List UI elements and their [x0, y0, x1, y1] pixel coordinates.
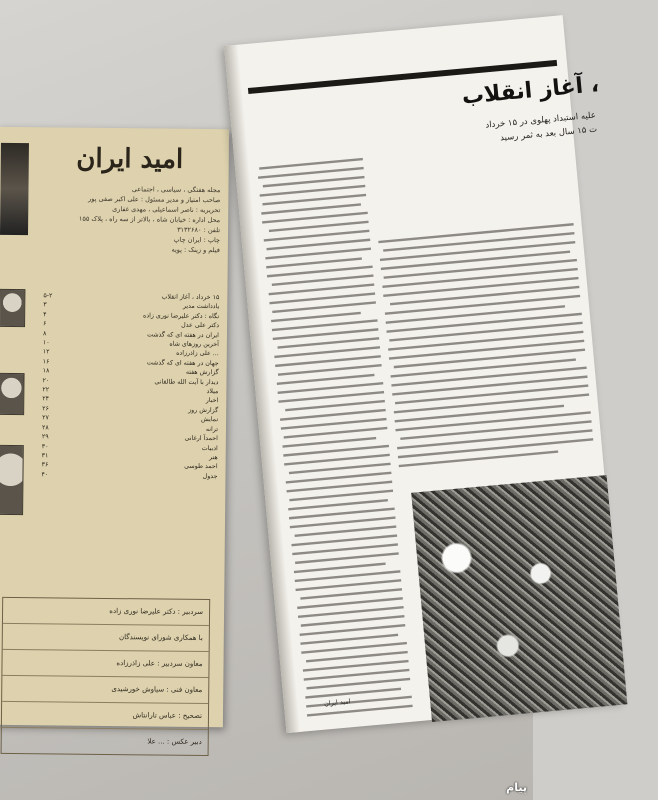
toc-page: ۲۲ [42, 386, 50, 394]
toc-page: ۲۸ [41, 423, 49, 432]
toc-row [39, 470, 217, 481]
watermark-logo: پیام [506, 781, 527, 794]
text-column [371, 143, 600, 490]
staff-row: سردبیر : دکتر علیرضا نوری زاده [3, 598, 209, 626]
toc-title: احمدآ ارغانی [184, 434, 218, 443]
toc-title: اخبار [205, 397, 219, 405]
toc-title: ترانه [205, 425, 219, 433]
portrait-image [0, 373, 25, 415]
staff-row: با همکاری شورای نویسندگان [3, 624, 209, 652]
toc-page: ۳ [43, 301, 47, 309]
subtitle-line: محل اداره : خیابان شاه ، بالاتر از سه راه ، پلاک ۱۵۵ [78, 214, 221, 225]
toc-title: جهان در هفته ای که گذشت [146, 359, 219, 367]
article-headline: ، آغاز انقلاب [460, 72, 601, 110]
toc-page: ۳۶ [41, 461, 49, 469]
staff-row: معاون سردبیر : علی زاذرزاده [2, 650, 208, 678]
toc-title: ادبیات [201, 444, 218, 452]
toc-page: ۱۲ [42, 348, 50, 356]
toc-title: گزارش روز [188, 406, 219, 415]
toc-page: ۵-۲ [43, 292, 53, 300]
toc-title: دکتر علی عدل [181, 321, 220, 330]
toc-page: ۲۹ [41, 433, 49, 441]
toc-page: ۳۱ [41, 452, 49, 460]
text-lines-texture [371, 143, 600, 490]
staff-row: تصحیح : عباس تارانتاش [2, 702, 208, 730]
subhead-line: علیه استبداد پهلوی در ۱۵ خرداد [485, 110, 597, 131]
table-of-contents [39, 291, 219, 481]
toc-page: ۴۰ [41, 471, 49, 479]
toc-page: ۲۶ [42, 405, 49, 413]
toc-page: ۶ [43, 320, 47, 328]
toc-title: ایران در هفته ای که گذشت [147, 331, 220, 339]
toc-page: ۲۰ [42, 376, 50, 385]
toc-page: ۱۰ [42, 339, 50, 347]
print-info-line: فیلم و زینک : پویه [171, 245, 220, 255]
toc-title: ... علی زاذرزاده [176, 350, 219, 358]
toc-page: ۱۸ [42, 367, 50, 375]
cover-thumbnail-image [0, 143, 29, 235]
subtitle-line: صاحب امتیاز و مدیر مسئول : علی اکبر صفی پور [88, 194, 221, 205]
toc-page: ۲۴ [42, 395, 50, 403]
toc-title: یادداشت مدیر [182, 303, 220, 311]
toc-title: ۱۵ خرداد ، آغاز انقلاب [161, 293, 220, 302]
toc-title: نگاه : دکتر علیرضا نوری زاده [143, 312, 220, 320]
toc-title: میلاد [206, 388, 219, 396]
portrait-image [0, 445, 24, 515]
toc-page: ۴ [43, 311, 47, 319]
toc-title: گزارش هفته [185, 369, 219, 377]
print-info-line: چاپ : ایران چاپ [173, 235, 221, 245]
toc-title: هنر [208, 453, 218, 462]
toc-page: ۲۷ [42, 414, 49, 422]
crowd-photograph [411, 475, 627, 722]
toc-page: ۸ [42, 329, 47, 337]
magazine-title: امید ایران [76, 143, 184, 175]
subhead-line: ت ۱۵ سال بعد به ثمر رسید [499, 124, 598, 144]
toc-title: نمایش [200, 416, 219, 424]
toc-title: احمد طوسی [184, 463, 218, 471]
staff-row: دبیر عکس : ... علا [147, 737, 202, 746]
staff-box [1, 597, 211, 756]
toc-title: دیدار با آیت الله طالقانی [154, 378, 219, 386]
magazine-subtitle [60, 183, 221, 255]
staff-row: معاون فنی : سیاوش خورشیدی [2, 676, 208, 704]
subtitle-line: مجله هفتگی ، سیاسی ، اجتماعی [131, 185, 221, 195]
toc-title: آخرین روزهای شاه [169, 340, 219, 349]
toc-title: جدول [202, 472, 218, 480]
subtitle-line: تحریریه : ناصر اسماعیلی ، مهدی غفاری [112, 205, 221, 215]
toc-page: ۱۶ [42, 358, 50, 366]
toc-page: ۳۰ [41, 442, 49, 450]
portrait-image [0, 289, 25, 327]
subtitle-line: تلفن : ۳۱۳۲۶۸۰ [177, 225, 221, 235]
right-page-article [224, 15, 625, 733]
page-footer-label: امید ایران [323, 697, 351, 708]
left-page-contents [0, 127, 229, 746]
